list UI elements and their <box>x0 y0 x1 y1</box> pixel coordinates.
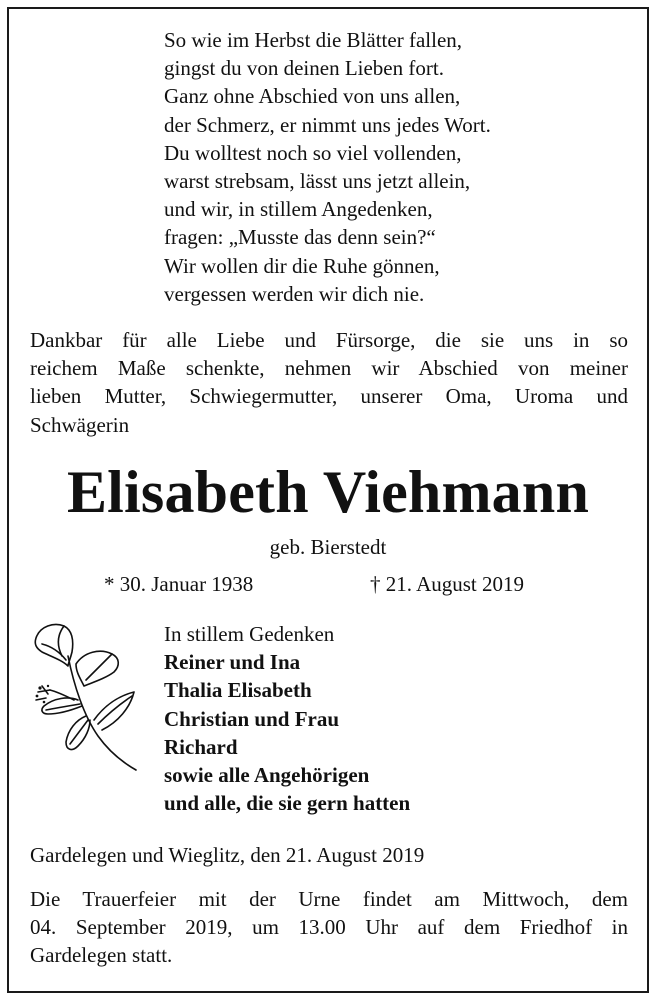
poem-line: Wir wollen dir die Ruhe gönnen, <box>164 253 440 278</box>
mourner-name: Richard <box>164 734 238 759</box>
mourners-heading: In stillem Gedenken <box>164 622 335 646</box>
poem-line: Du wolltest noch so viel vollenden, <box>164 140 462 165</box>
intro-line: reichem Maße schenkte, nehmen wir Abschied von meiner <box>30 356 628 381</box>
poem <box>164 26 604 308</box>
funeral-notice <box>30 885 628 970</box>
poem-line: der Schmerz, er nimmt uns jedes Wort. <box>164 112 491 137</box>
poem-line: vergessen werden wir dich nie. <box>164 281 425 306</box>
funeral-line: Gardelegen statt. <box>30 943 173 968</box>
mourner-name: sowie alle Angehörigen <box>164 763 370 788</box>
death-date: † 21. August 2019 <box>370 572 525 596</box>
poem-line: warst strebsam, lässt uns jetzt allein, <box>164 169 471 194</box>
maiden-name: geb. Bierstedt <box>269 535 387 559</box>
poem-line: So wie im Herbst die Blätter fallen, <box>164 28 463 52</box>
poem-line: Ganz ohne Abschied von uns allen, <box>164 84 461 109</box>
mourner-name: Thalia Elisabeth <box>164 678 312 703</box>
place-date: Gardelegen und Wieglitz, den 21. August 2019 <box>30 843 425 867</box>
intro-line: lieben Mutter, Schwiegermutter, unserer Oma, Uroma und <box>30 384 628 409</box>
intro-line: Schwägerin <box>30 412 130 437</box>
birth-date: * 30. Januar 1938 <box>104 572 254 596</box>
intro-line: Dankbar für alle Liebe und Fürsorge, die sie uns in so <box>30 328 628 352</box>
funeral-line: 04. September 2019, um 13.00 Uhr auf dem Friedhof in <box>30 915 628 940</box>
poem-line: fragen: „Musste das denn sein?“ <box>164 225 436 250</box>
mourner-name: Christian und Frau <box>164 706 340 731</box>
poem-line: und wir, in stillem Angedenken, <box>164 197 433 222</box>
deceased-name: Elisabeth Viehmann <box>66 459 590 525</box>
calla-lily-icon <box>28 616 146 776</box>
mourner-name: und alle, die sie gern hatten <box>164 791 411 816</box>
poem-line: gingst du von deinen Lieben fort. <box>164 56 444 81</box>
mourners-block <box>164 620 604 817</box>
intro-paragraph <box>30 326 628 439</box>
funeral-line: Die Trauerfeier mit der Urne findet am Mittwoch, dem <box>30 887 628 911</box>
mourner-name: Reiner und Ina <box>164 650 301 675</box>
